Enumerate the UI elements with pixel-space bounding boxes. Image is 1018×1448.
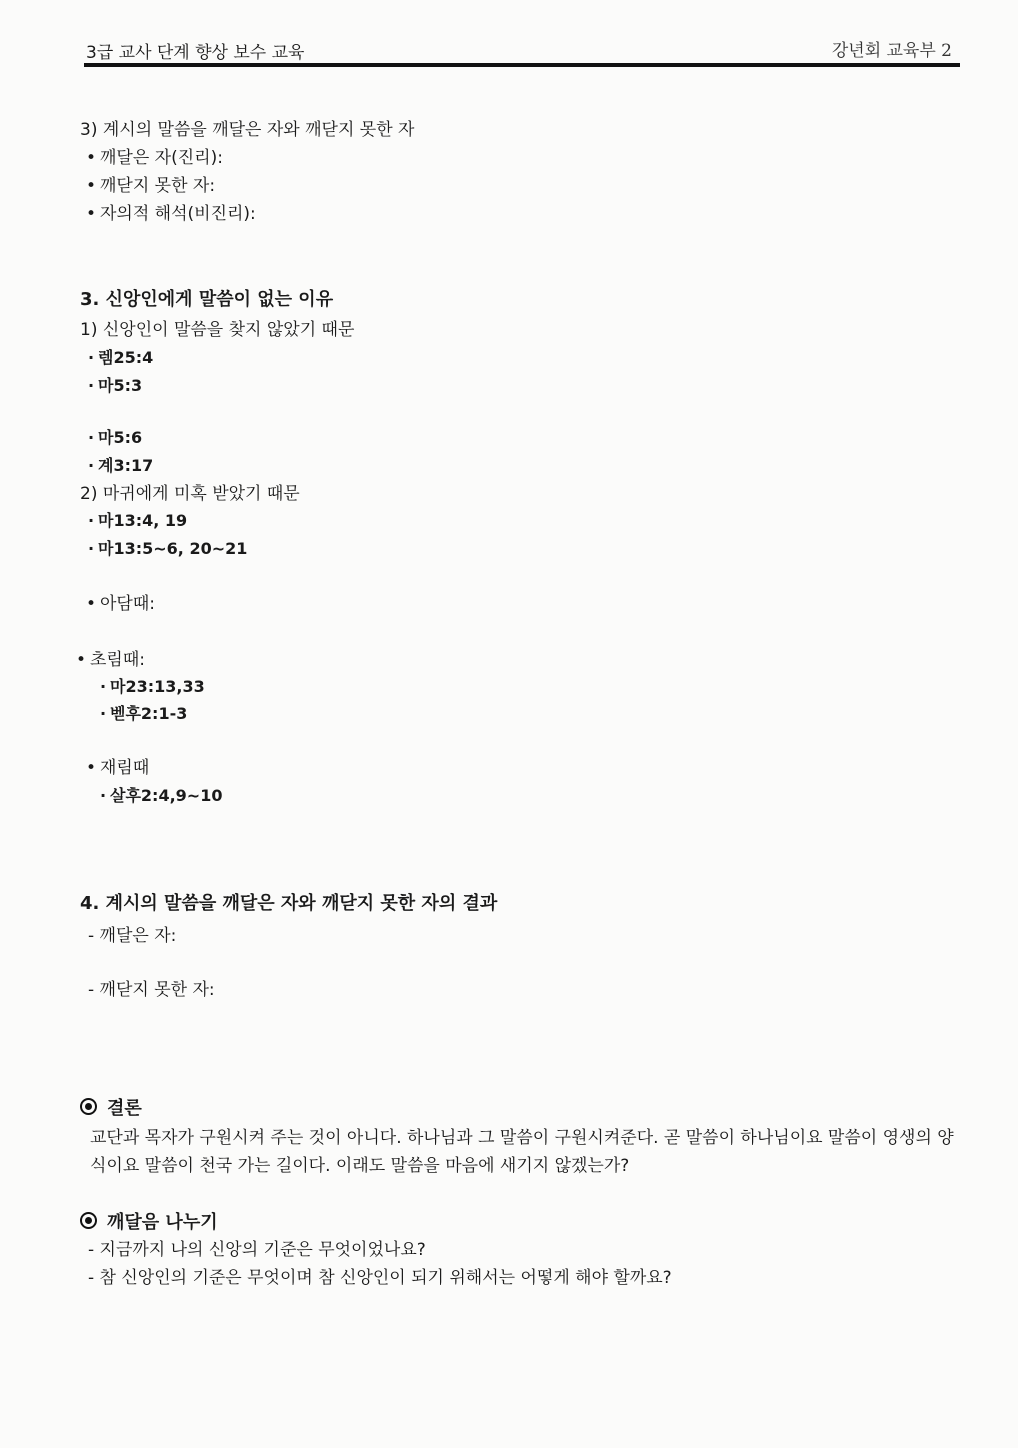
verse-reference: · 벧후2:1-3	[100, 704, 188, 723]
subsection-title: 3) 계시의 말씀을 깨달은 자와 깨닫지 못한 자	[80, 120, 415, 140]
verse-reference: · 마23:13,33	[100, 677, 205, 696]
section-heading: 3. 신앙인에게 말씀이 없는 이유	[80, 289, 334, 310]
list-item: - 지금까지 나의 신앙의 기준은 무엇이었나요?	[88, 1240, 426, 1260]
conclusion-heading: 결론	[80, 1098, 142, 1119]
verse-reference: · 마13:5~6, 20~21	[88, 539, 248, 558]
verse-reference: · 마5:3	[88, 376, 143, 395]
list-item: • 아담때:	[86, 594, 155, 614]
header-page-label: 강년회 교육부 2	[831, 41, 952, 61]
list-item: • 깨닫지 못한 자:	[86, 176, 216, 196]
list-item: • 깨달은 자(진리):	[86, 148, 223, 168]
subsection-title: 2) 마귀에게 미혹 받았기 때문	[80, 484, 300, 504]
verse-reference: · 마5:6	[88, 428, 143, 447]
verse-reference: · 살후2:4,9~10	[100, 786, 223, 805]
conclusion-paragraph: 교단과 목자가 구원시켜 주는 것이 아니다. 하나님과 그 말씀이 구원시켜준다. 곧 말씀이 하나님이요 말씀이 영생의 양식이요 말씀이 천국 가는 길이다. 이래도 말씀을 마음에 새기지 않겠는가?	[90, 1128, 954, 1176]
sharing-heading: 깨달음 나누기	[80, 1212, 218, 1233]
list-item: - 깨닫지 못한 자:	[88, 980, 215, 1000]
section-heading: 4. 계시의 말씀을 깨달은 자와 깨닫지 못한 자의 결과	[80, 893, 498, 914]
subsection-title: 1) 신앙인이 말씀을 찾지 않았기 때문	[80, 320, 355, 340]
verse-reference: · 계3:17	[88, 456, 154, 475]
list-item: • 초림때:	[76, 650, 145, 670]
header-divider	[84, 63, 960, 67]
verse-reference: · 마13:4, 19	[88, 511, 188, 530]
header-title: 3급 교사 단계 향상 보수 교육	[86, 43, 305, 63]
list-item: - 참 신앙인의 기준은 무엇이며 참 신앙인이 되기 위해서는 어떻게 해야 할까요?	[88, 1268, 672, 1288]
verse-reference: · 렘25:4	[88, 348, 154, 367]
list-item: - 깨달은 자:	[88, 926, 177, 946]
list-item: • 재림때	[86, 758, 150, 778]
bullet-circle-icon	[80, 1098, 97, 1115]
list-item: • 자의적 해석(비진리):	[86, 204, 256, 224]
bullet-circle-icon	[80, 1212, 97, 1229]
